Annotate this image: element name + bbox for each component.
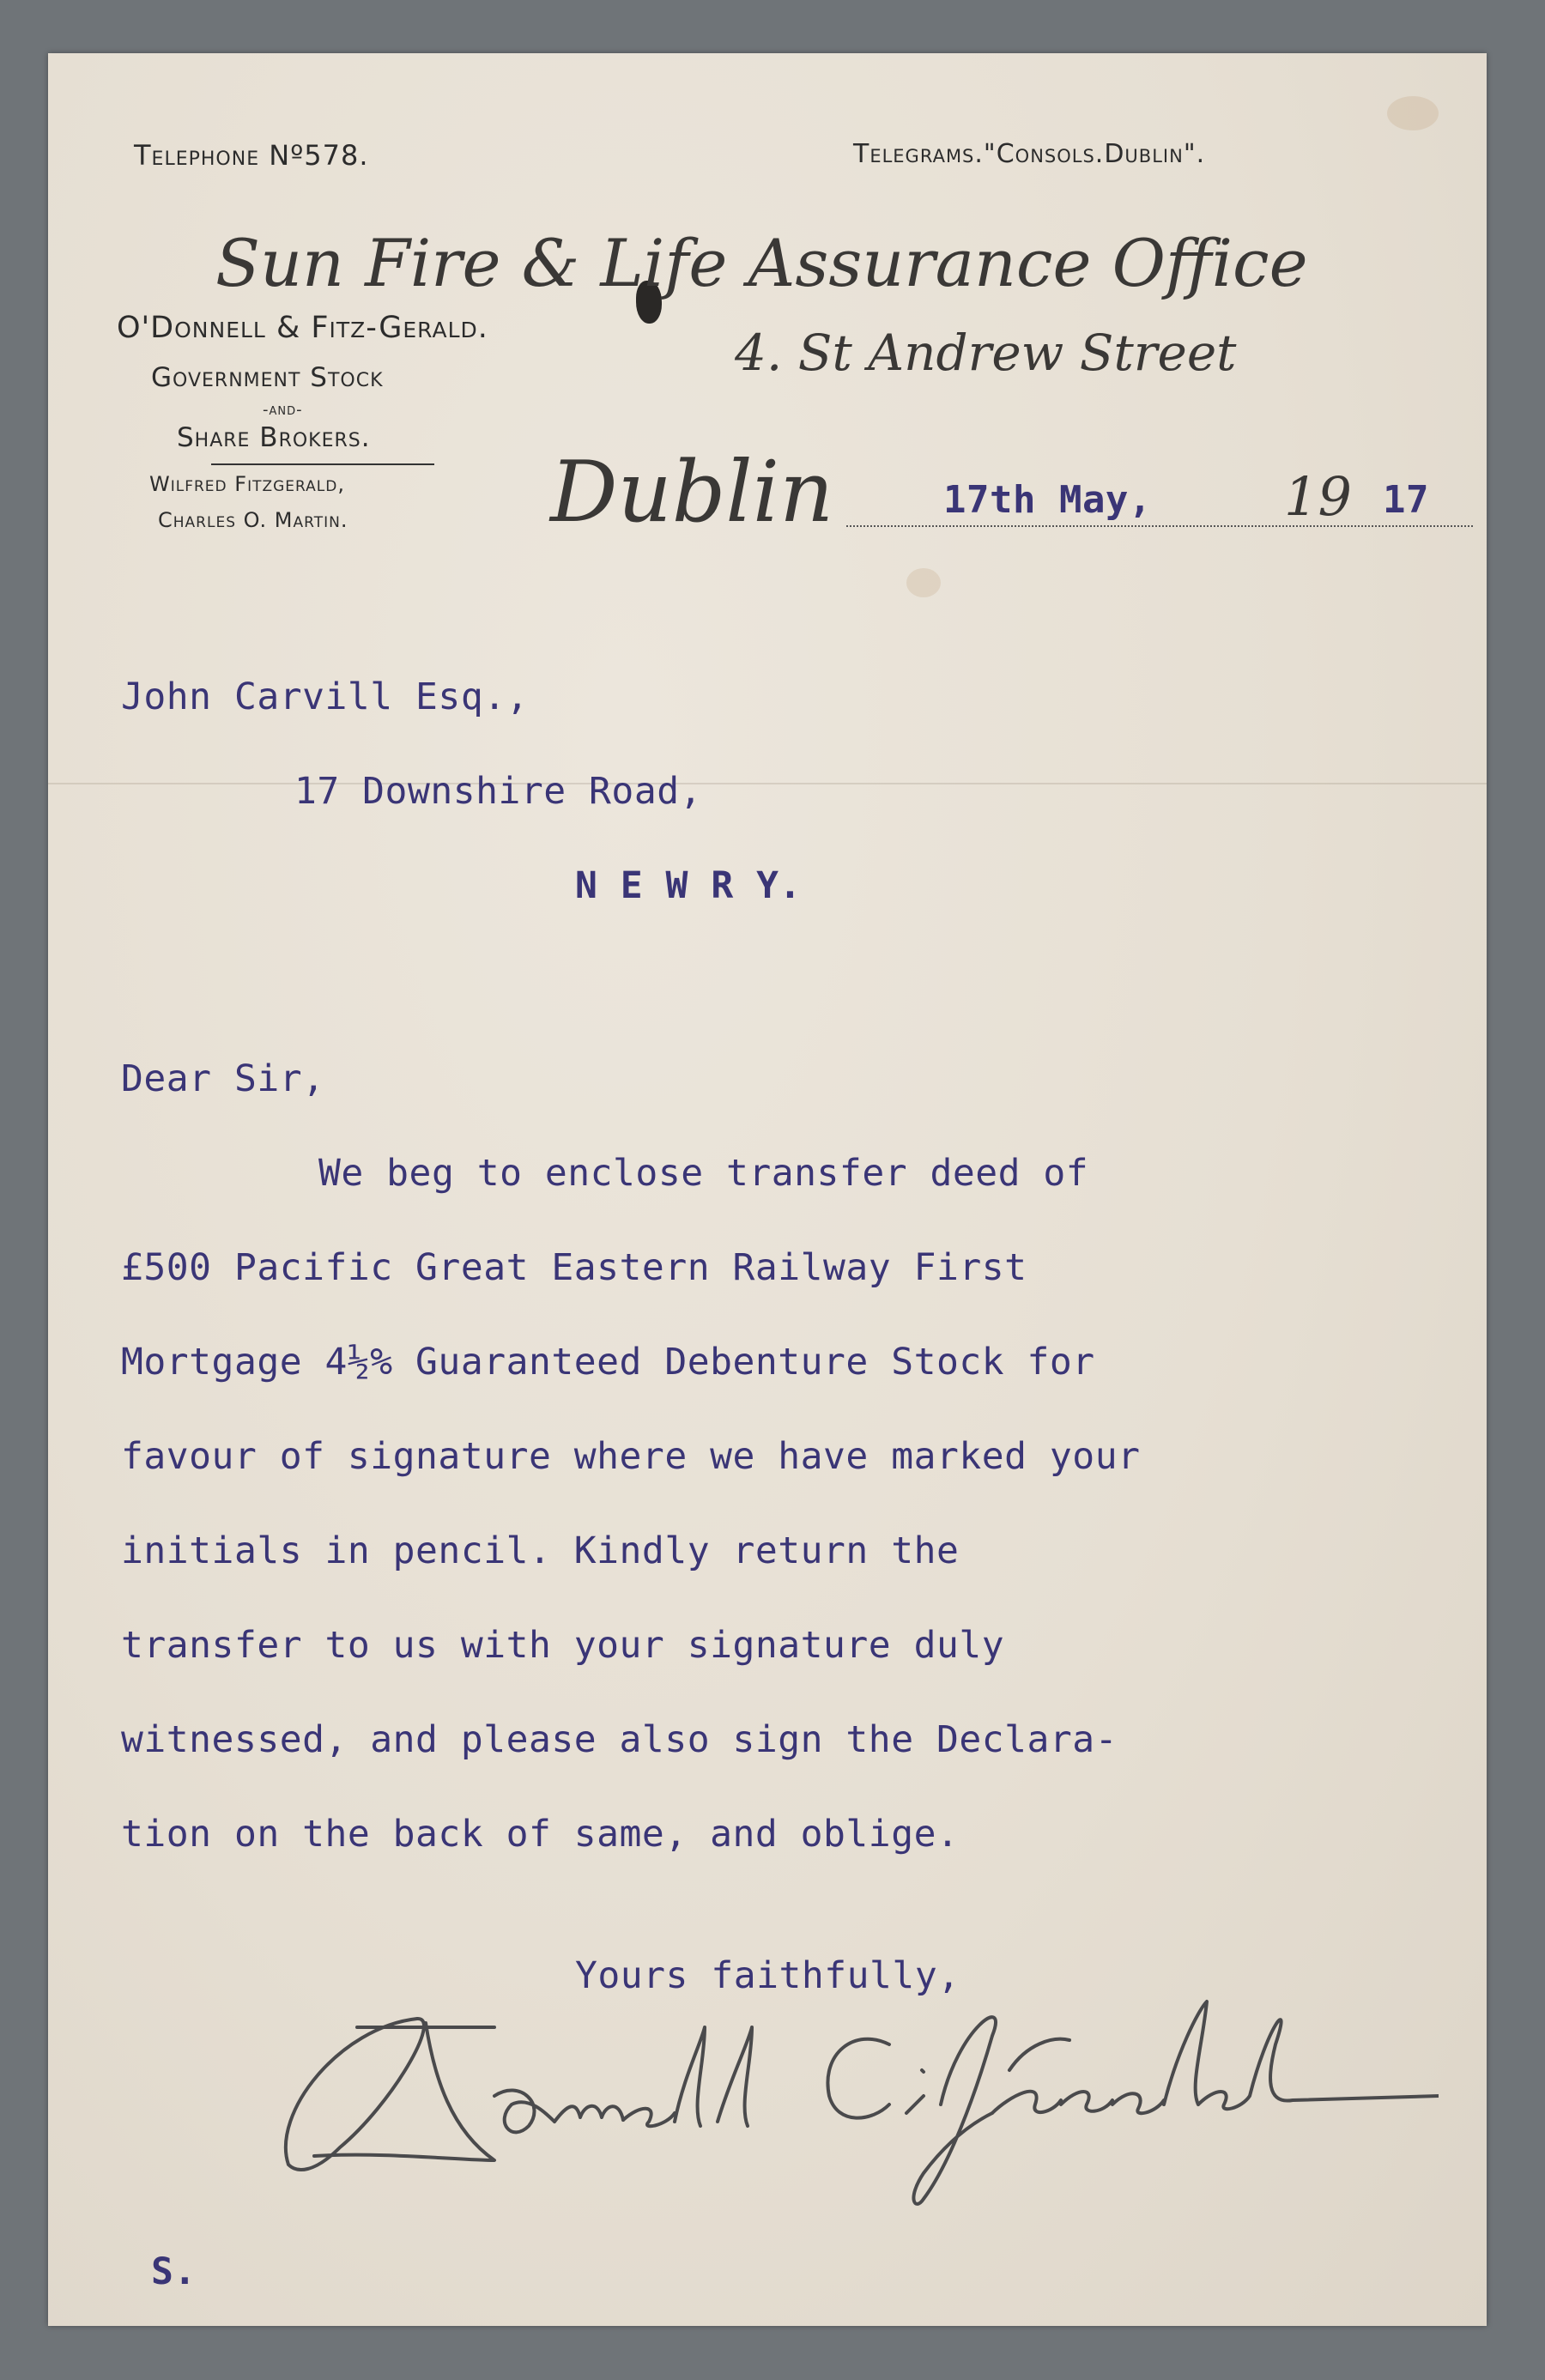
- closing: Yours faithfully,: [575, 1954, 960, 1997]
- firm-line-and: -and-: [263, 401, 303, 419]
- paper-stain: [906, 568, 941, 597]
- letter-paper: [48, 53, 1487, 2326]
- telephone-number: Telephone Nº578.: [134, 139, 369, 172]
- recipient-name: John Carvill Esq.,: [121, 675, 529, 718]
- fold-crease: [48, 783, 1487, 784]
- body-line: tion on the back of same, and oblige.: [121, 1813, 960, 1856]
- firm-underline: [211, 463, 434, 465]
- body-line: favour of signature where we have marked your: [121, 1435, 1141, 1478]
- typist-initial: S.: [151, 2250, 197, 2293]
- handwritten-signature: [237, 1976, 1439, 2233]
- partner-charles: Charles O. Martin.: [158, 508, 348, 532]
- street-address: 4. St Andrew Street: [735, 324, 1237, 382]
- partner-wilfred: Wilfred Fitzgerald,: [149, 472, 345, 496]
- date-line: [846, 525, 1473, 527]
- body-line: witnessed, and please also sign the Declara-: [121, 1718, 1118, 1761]
- body-line: Mortgage 4½% Guaranteed Debenture Stock for: [121, 1341, 1095, 1384]
- firm-name: O'Donnell & Fitz-Gerald.: [117, 311, 488, 345]
- body-line: transfer to us with your signature duly: [121, 1624, 1005, 1667]
- recipient-street: 17 Downshire Road,: [294, 770, 702, 813]
- date-century: 19: [1284, 465, 1352, 528]
- body-line: £500 Pacific Great Eastern Railway First: [121, 1246, 1027, 1289]
- firm-line-share: Share Brokers.: [177, 422, 371, 453]
- salutation: Dear Sir,: [121, 1057, 325, 1100]
- body-line: initials in pencil. Kindly return the: [121, 1529, 960, 1572]
- date-day-month: 17th May,: [943, 478, 1152, 522]
- date-year: 17: [1383, 478, 1429, 522]
- telegrams-address: Telegrams."Consols.Dublin".: [853, 139, 1206, 169]
- body-line: We beg to enclose transfer deed of: [318, 1152, 1089, 1195]
- paper-stain: [1387, 96, 1439, 130]
- recipient-town: N E W R Y.: [575, 864, 802, 907]
- office-name: Sun Fire & Life Assurance Office: [215, 225, 1308, 301]
- firm-line-government: Government Stock: [151, 362, 384, 393]
- city-name: Dublin: [550, 444, 834, 542]
